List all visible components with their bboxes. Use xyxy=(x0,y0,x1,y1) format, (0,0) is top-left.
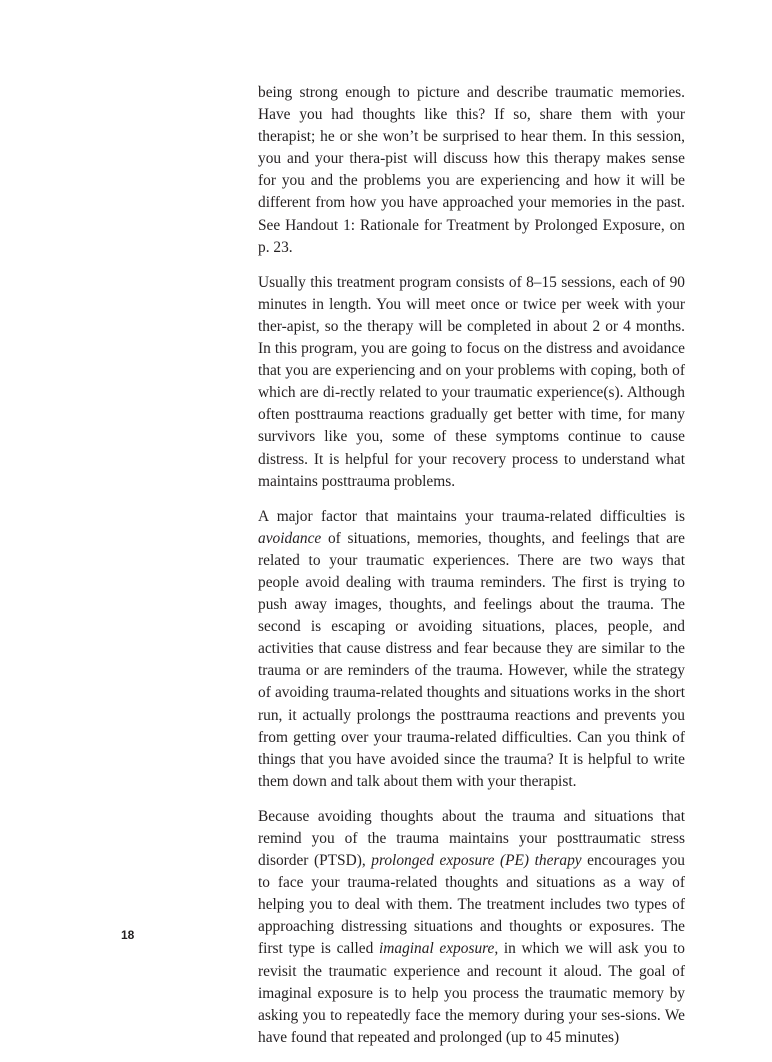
paragraph xyxy=(258,82,685,259)
italic-term: avoidance xyxy=(258,529,322,547)
text-run: A major factor that maintains your trauma-related difficulties is xyxy=(258,507,685,525)
text-run: Usually this treatment program consists of 8–15 sessions, each of 90 minutes in length. You will meet once or twice per week with your ther-apist, so the therapy will be completed in about 2 or 4 months. In this program, you are going to focus on the distress and avoidance that you are experiencing and on your problems with coping, both of which are di-rectly related to your traumatic experience(s). Although often posttrauma reactions gradually get better with time, for many survivors like you, some of these symptoms continue to cause distress. It is helpful for your recovery process to understand what maintains posttrauma problems. xyxy=(258,273,685,490)
italic-term: prolonged exposure (PE) therapy xyxy=(371,852,582,870)
text-run: in which we will ask you to revisit the traumatic experience and recount it aloud. The goal of imaginal exposure is to help you process the traumatic memory by asking you to repeatedly face the memory during your ses-sions. We have found that repeated and prolonged (up to 45 minutes) xyxy=(258,940,686,1046)
paragraph xyxy=(258,272,685,493)
text-run: Because avoiding thoughts about the trauma and situations that remind you of the trauma maintains your posttraumatic stress disorder (PTSD), xyxy=(258,807,685,870)
paragraph xyxy=(258,806,685,1049)
italic-term: imaginal exposure, xyxy=(379,940,499,958)
text-run: encourages you to face your trauma-related thoughts and situations as a way of helping you to deal with them. The treatment includes two types of approaching distressing situations and thoughts or exposures. The first type is called xyxy=(258,852,685,958)
text-run: being strong enough to picture and describe traumatic memories. Have you had thoughts like this? If so, share them with your therapist; he or she won’t be surprised to hear them. In this session, you and your thera-pist will discuss how this therapy makes sense for you and the problems you are experiencing and how it will be different from how you have approached your memories in the past. See Handout 1: Rationale for Treatment by Prolonged Exposure, on p. 23. xyxy=(258,84,685,256)
page-number: 18 xyxy=(121,928,135,942)
paragraph xyxy=(258,506,685,793)
text-run: of situations, memories, thoughts, and feelings that are related to your traumatic experiences. There are two ways that people avoid dealing with trauma reminders. The first is trying to push away images, thoughts, and feelings about the trauma. The second is escaping or avoiding situations, places, people, and activities that cause distress and fear because they are similar to the trauma or are reminders of the trauma. However, while the strategy of avoiding trauma-related thoughts and situations works in the short run, it actually prolongs the posttrauma reactions and prevents you from getting over your trauma-related difficulties. Can you think of things that you have avoided since the trauma? It is helpful to write them down and talk about them with your therapist. xyxy=(258,529,685,790)
body-text xyxy=(258,82,685,1062)
